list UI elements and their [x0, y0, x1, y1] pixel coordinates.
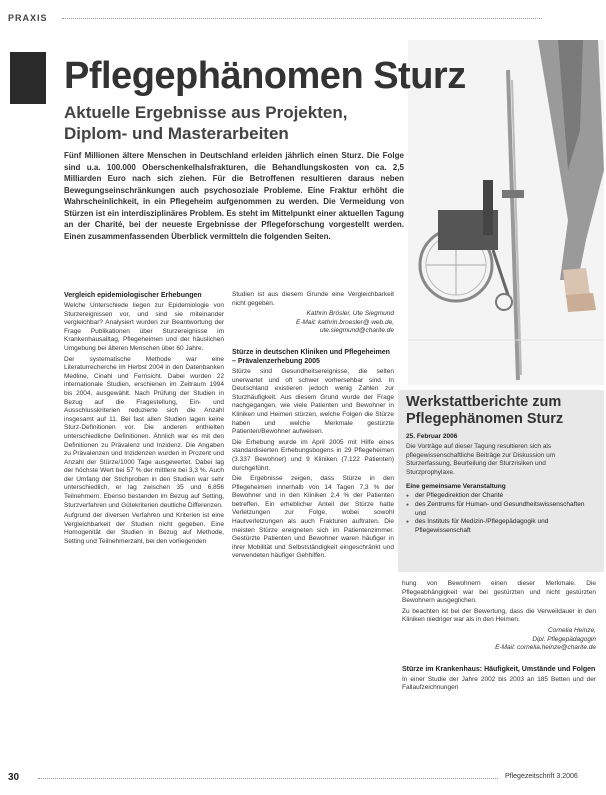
column-2 — [232, 291, 394, 563]
column-1 — [64, 291, 224, 549]
paragraph: Die Ergebnisse zeigen, dass Stürze in den Pflegeheimen innerhalb von 14 Tagen 7,3 % der Bewohner und in den Kliniken 2,4 % der Patienten betreffen. Ein erheblicher Anteil der Stürze hatte Verletzungen zur Folge, wobei sowohl Hautverletzungen als auch Frakturen auftraten. Die meisten Stürze ereigneten sich im Patientenzimmer. Gestürzte Patienten und Bewohner waren häufiger in ihrer Mobilität und Selbstständigkeit eingeschränkt und verwendeten häufiger Gehhilfen. — [232, 475, 394, 560]
paragraph: hung von Bewohnern einen dieser Merkmale. Die Pflegeabhängigkeit war bei gestürzten und nicht gestürzten Bewohnern ausgeglichen. — [402, 580, 596, 605]
column-3 — [402, 580, 596, 695]
list-item: ● des Zentrums für Human- und Gesundheitswissenschaften und — [406, 501, 596, 518]
section-side-bar — [10, 52, 46, 104]
section-rule — [62, 18, 542, 19]
author-name: Cornelia Heinze, — [547, 626, 596, 634]
intro-paragraph: Fünf Millionen ältere Menschen in Deutschland erleiden jährlich einen Sturz. Die Folge sind u.a. 100.000 Oberschenkelhalsfrakturen, die Behandlungskosten von ca. 2,5 Milliarden Euro nach sich ziehen. Für die Betroffenen resultieren daraus neben Bewegungseinschränkungen auch psychosoziale Probleme. Eine Fraktur erhöht die Wahrscheinlichkeit, in ein Pflegeheim aufgenommen zu werden. Die Vermeidung von Stürzen ist ein interdisziplinäres Problem. Es steht im Mittelpunkt einer aktuellen Tagung an der Charité, bei der neueste Ergebnisse der Pflegeforschung vorgestellt werden. Einen zusammenfassenden Überblick vermitteln die folgenden Seiten. — [64, 151, 404, 241]
section-label: PRAXIS — [8, 13, 48, 23]
paragraph: Zu beachten ist bei der Bewertung, dass die Verweildauer in den Kliniken niedriger war als in den Heimen. — [402, 607, 596, 624]
author-credit — [402, 627, 596, 653]
author-email: E-Mail: cornelia.heinze@charite.de — [495, 644, 596, 652]
author-title: Dipl. Pflegepädagogin — [532, 635, 596, 643]
paragraph: Die Erhebung wurde im April 2005 mit Hilfe eines standardisierten Erhebungsbogens in 29 Pflegeheimen (3.337 Bewohner) und 9 Kliniken (7.122 Patienten) durchgeführt. — [232, 438, 394, 472]
list-item: ● des Instituts für Medizin-/Pflegepädagogik und Pflegewissenschaft — [406, 518, 596, 535]
author-credit — [232, 310, 394, 336]
paragraph: Stürze sind Gesundheitsereignisse, die selten unerwartet und oft schwer vorhersehbar sind. In Deutschland existieren jedoch wenig Zahlen zur Sturzhäufigkeit. Aus diesem Grund wurde der Frage nachgegangen, wie viele Patienten und Bewohner in Kliniken und Heimen stürzen, welche Folgen die Stürze haben und welche Merkmale gestürzte Patienten/Bewohner aufweisen. — [232, 367, 394, 436]
section-heading-hospital: Stürze im Krankenhaus: Häufigkeit, Umstände und Folgen — [402, 665, 596, 673]
info-box-list — [398, 490, 604, 535]
paragraph: Studien ist aus diesem Grunde eine Vergleichbarkeit nicht gegeben. — [232, 291, 394, 307]
article-title: Pflegephänomen Sturz — [64, 55, 466, 97]
section-heading-epidemiology: Vergleich epidemiologischer Erhebungen — [64, 292, 202, 299]
paragraph: Der systematische Methode war eine Literaturrecherche im Herbst 2004 in den Datenbanken Medline, Cinahl und Fernsicht. Dabei wurden 22 internationale Studien, erschienen im Zeitraum 1994 bis 2004, ausgewählt. Nach Prüfung der Studien in Bezug auf die Fragestellung, Ein- und Ausschlusskriterien reduzierte sich die Anzahl insgesamt auf 11. Bei fast allen Studien lagen keine Sturz-Definitionen vor. Die anderen enthielten unterschiedliche Definitionen. Ähnlich war es mit den Definitionen zu Prävalenz und Inzidenz. Die Angaben zu Prävalenzen und Inzidenzen wurden in Prozent und Anzahl der Stürze/1000 Tage ausgewertet. Dabei lag der höchste Wert bei 57 % der mittlere bei 3,3 %. Auch der Umfang der Stichproben in den Studien war sehr unterschiedlich, er lag zwischen 35 und 6.856 Teilnehmern. Ebenso bestanden im Bezug auf Setting, Sturzverfahren und Gütekriterien deutliche Differenzen. — [64, 355, 224, 509]
author-email: E-Mail: kathrin.broesler@ web.de, ute.siegmund@charite.de — [296, 318, 394, 335]
paragraph: In einer Studie der Jahre 2002 bis 2003 an 185 Betten und der Fallaufzeichnungen — [402, 675, 596, 692]
info-box-title: Werkstattberichte zum Pflegephänomen Sturz — [406, 394, 564, 427]
footer-rule — [38, 778, 498, 779]
section-heading-prevalence: Stürze in deutschen Kliniken und Pflegeheimen – Prävalenzerhebung 2005 — [232, 348, 390, 365]
article-subtitle: Aktuelle Ergebnisse aus Projekten, Diplom- und Masterarbeiten — [64, 103, 348, 143]
article-intro — [64, 150, 404, 242]
list-item: ● der Pflegedirektion der Charité — [406, 492, 596, 501]
journal-name: Pflegezeitschrift 3.2006 — [505, 773, 578, 780]
paragraph: Aufgrund der diversen Verfahren und Kriterien ist eine Vergleichbarkeit der Studien nicht gegeben. Eine Homogenität der Studien in Bezug auf Methode, Setting und Teilnehmerzahl, bei den vorliegenden — [64, 512, 224, 546]
info-box — [398, 390, 604, 572]
page-number: 30 — [8, 772, 20, 783]
info-box-text: Die Vorträge auf dieser Tagung resultieren sich als pflegewissenschaftliche Beiträge zur Diskussion um Sturzerfassung, Beurteilung der Sturzrisiken und Sturzprophylaxe. — [406, 443, 556, 476]
paragraph: Welche Unterschiede liegen zur Epidemiologie von Sturzereignissen vor, und sind sie miteinander vergleichbar? Analysiert wurden zur Beantwortung der Frage Publikationen über Sturzereignisse im Krankenhausalltag, Pflegeheimen und der häuslichen Umgebung bei älteren Menschen über 60 Jahre. — [64, 302, 224, 352]
info-box-date: 25. Februar 2006 — [406, 433, 458, 440]
info-box-list-title: Eine gemeinsame Veranstaltung — [406, 483, 506, 491]
author-names: Kathrin Brösler, Ute Siegmund — [306, 310, 394, 318]
